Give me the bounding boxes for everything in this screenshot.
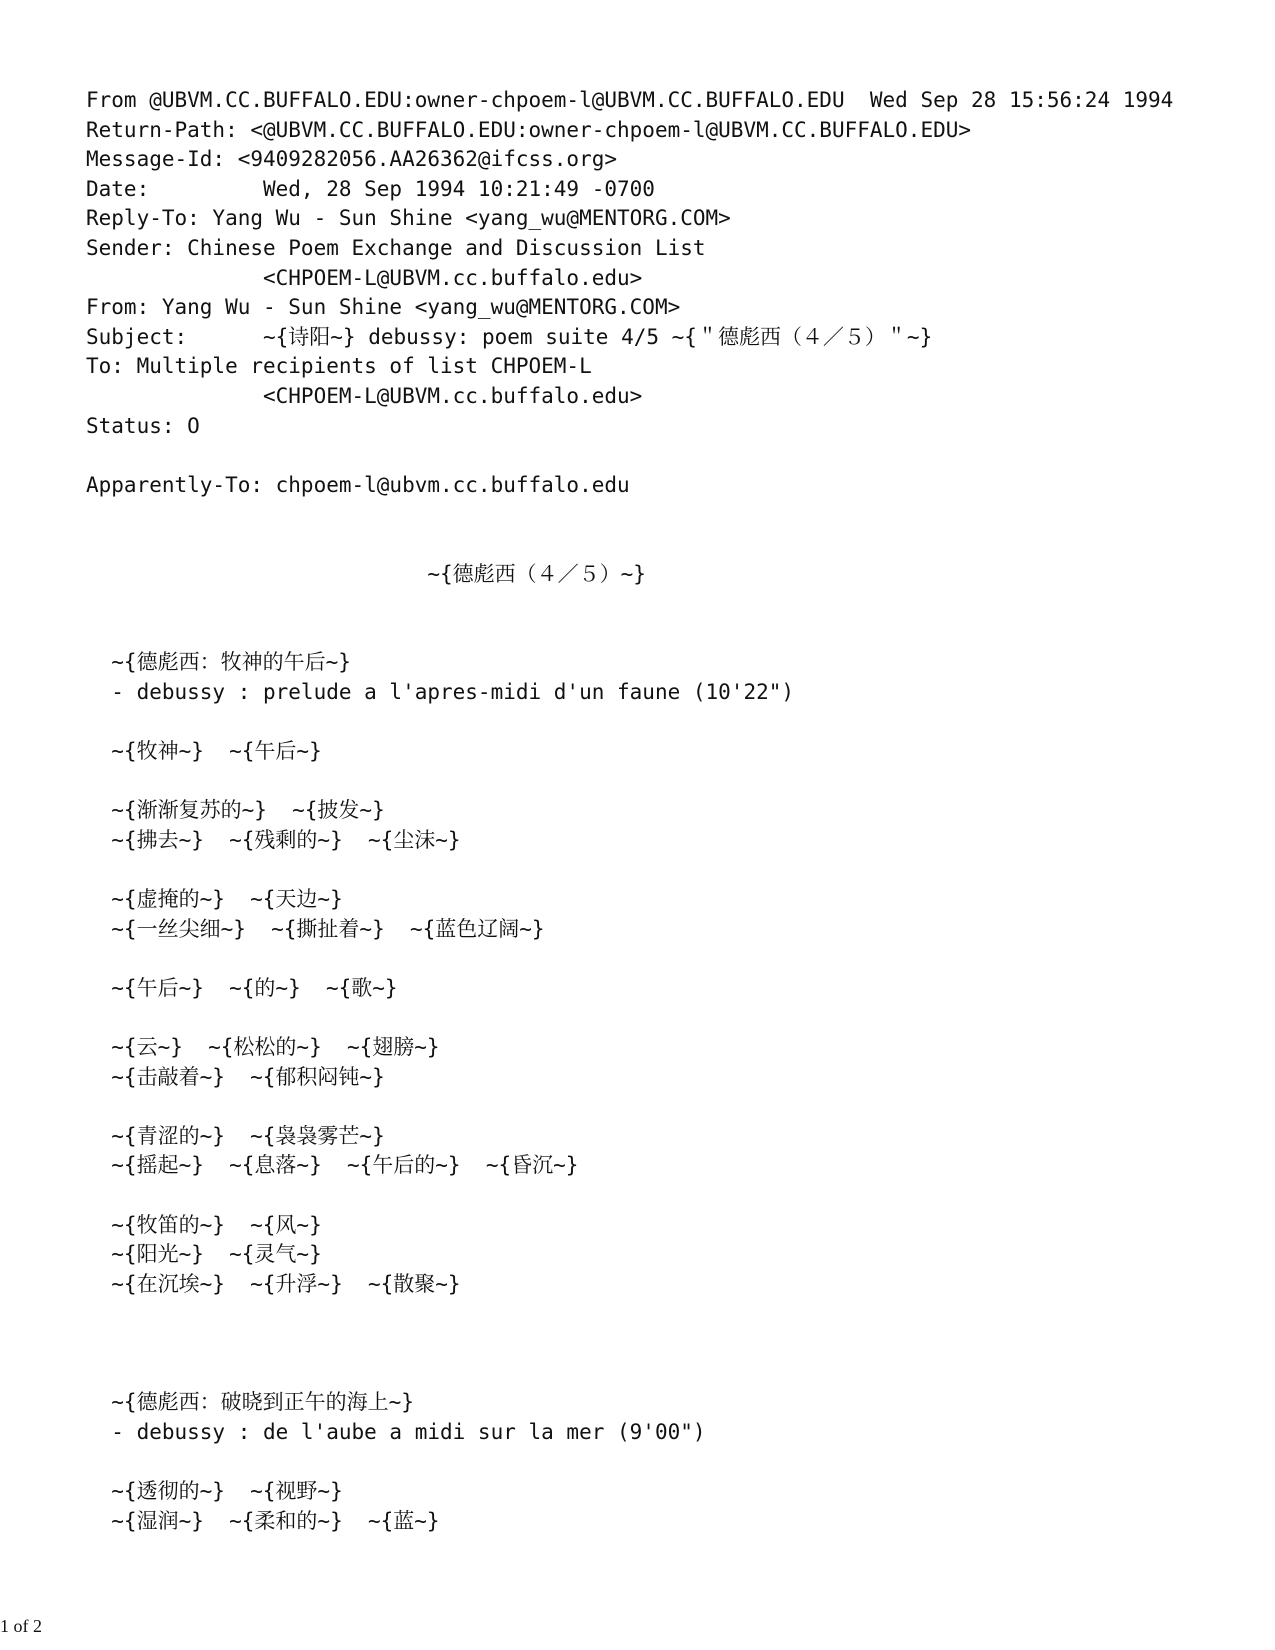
text-line: From @UBVM.CC.BUFFALO.EDU:owner-chpoem-l@UBVM.CC.BUFFALO.EDU Wed Sep 28 15:56:24 1994 — [86, 88, 1174, 112]
text-line — [86, 1299, 1173, 1329]
text-line: - debussy : de l'aube a midi sur la mer (9'00") — [86, 1419, 706, 1444]
text-line: ~{湿润~} ~{柔和的~} ~{蓝~} — [86, 1508, 440, 1533]
text-line — [86, 1447, 1173, 1477]
text-line: ~{击敲着~} ~{郁积闷钝~} — [86, 1064, 385, 1089]
text-line — [86, 1092, 1173, 1122]
text-line — [86, 767, 1173, 797]
text-line: ~{透彻的~} ~{视野~} — [86, 1478, 343, 1503]
text-line: ~{拂去~} ~{残剩的~} ~{尘沫~} — [86, 827, 461, 852]
text-line: Status: O — [86, 413, 200, 438]
text-line: ~{虚掩的~} ~{天边~} — [86, 887, 343, 912]
text-line: <CHPOEM-L@UBVM.cc.buffalo.edu> — [86, 383, 643, 408]
text-line — [86, 1359, 1173, 1389]
text-line — [86, 707, 1173, 737]
text-line: ~{德彪西（４／５）~} — [86, 561, 646, 586]
text-line: - debussy : prelude a l'apres-midi d'un faune (10'22") — [86, 679, 795, 704]
text-line: From: Yang Wu - Sun Shine <yang_wu@MENTORG.COM> — [86, 295, 681, 320]
text-line — [86, 530, 1173, 560]
text-line: Message-Id: <9409282056.AA26362@ifcss.org> — [86, 147, 618, 172]
text-line: Sender: Chinese Poem Exchange and Discussion List — [86, 235, 706, 260]
text-line — [86, 1181, 1173, 1211]
email-body — [86, 86, 1173, 1536]
text-line: ~{青涩的~} ~{袅袅雾芒~} — [86, 1123, 385, 1148]
text-line — [86, 500, 1173, 530]
text-line: ~{阳光~} ~{灵气~} — [86, 1242, 322, 1267]
text-line: Reply-To: Yang Wu - Sun Shine <yang_wu@MENTORG.COM> — [86, 206, 731, 231]
text-line: ~{在沉埃~} ~{升浮~} ~{散聚~} — [86, 1271, 461, 1296]
text-line: ~{摇起~} ~{息落~} ~{午后的~} ~{昏沉~} — [86, 1153, 579, 1178]
text-line: ~{德彪西：牧神的午后~} — [86, 650, 351, 675]
page-number: 1 of 2 — [0, 1616, 42, 1636]
text-line: To: Multiple recipients of list CHPOEM-L — [86, 354, 592, 379]
text-line: Subject: ~{诗阳~} debussy: poem suite 4/5 ~{＂德彪西（４／５）＂~} — [86, 324, 933, 349]
text-line — [86, 944, 1173, 974]
text-line: <CHPOEM-L@UBVM.cc.buffalo.edu> — [86, 265, 643, 290]
text-line: Apparently-To: chpoem-l@ubvm.cc.buffalo.edu — [86, 472, 630, 497]
text-line: ~{云~} ~{松松的~} ~{翅膀~} — [86, 1035, 440, 1059]
text-line: ~{渐渐复苏的~} ~{披发~} — [86, 798, 385, 823]
text-line — [86, 1003, 1173, 1033]
text-line: ~{午后~} ~{的~} ~{歌~} — [86, 975, 398, 1000]
text-line — [86, 441, 1173, 471]
text-line — [86, 589, 1173, 619]
text-line: Return-Path: <@UBVM.CC.BUFFALO.EDU:owner-chpoem-l@UBVM.CC.BUFFALO.EDU> — [86, 117, 972, 142]
text-line: ~{一丝尖细~} ~{撕扯着~} ~{蓝色辽阔~} — [86, 916, 545, 941]
text-line: Date: Wed, 28 Sep 1994 10:21:49 -0700 — [86, 176, 655, 201]
text-line — [86, 855, 1173, 885]
text-line: ~{牧笛的~} ~{风~} — [86, 1212, 322, 1237]
text-line — [86, 619, 1173, 649]
text-line — [86, 1329, 1173, 1359]
text-line: ~{牧神~} ~{午后~} — [86, 739, 322, 764]
text-line: ~{德彪西：破晓到正午的海上~} — [86, 1390, 414, 1415]
